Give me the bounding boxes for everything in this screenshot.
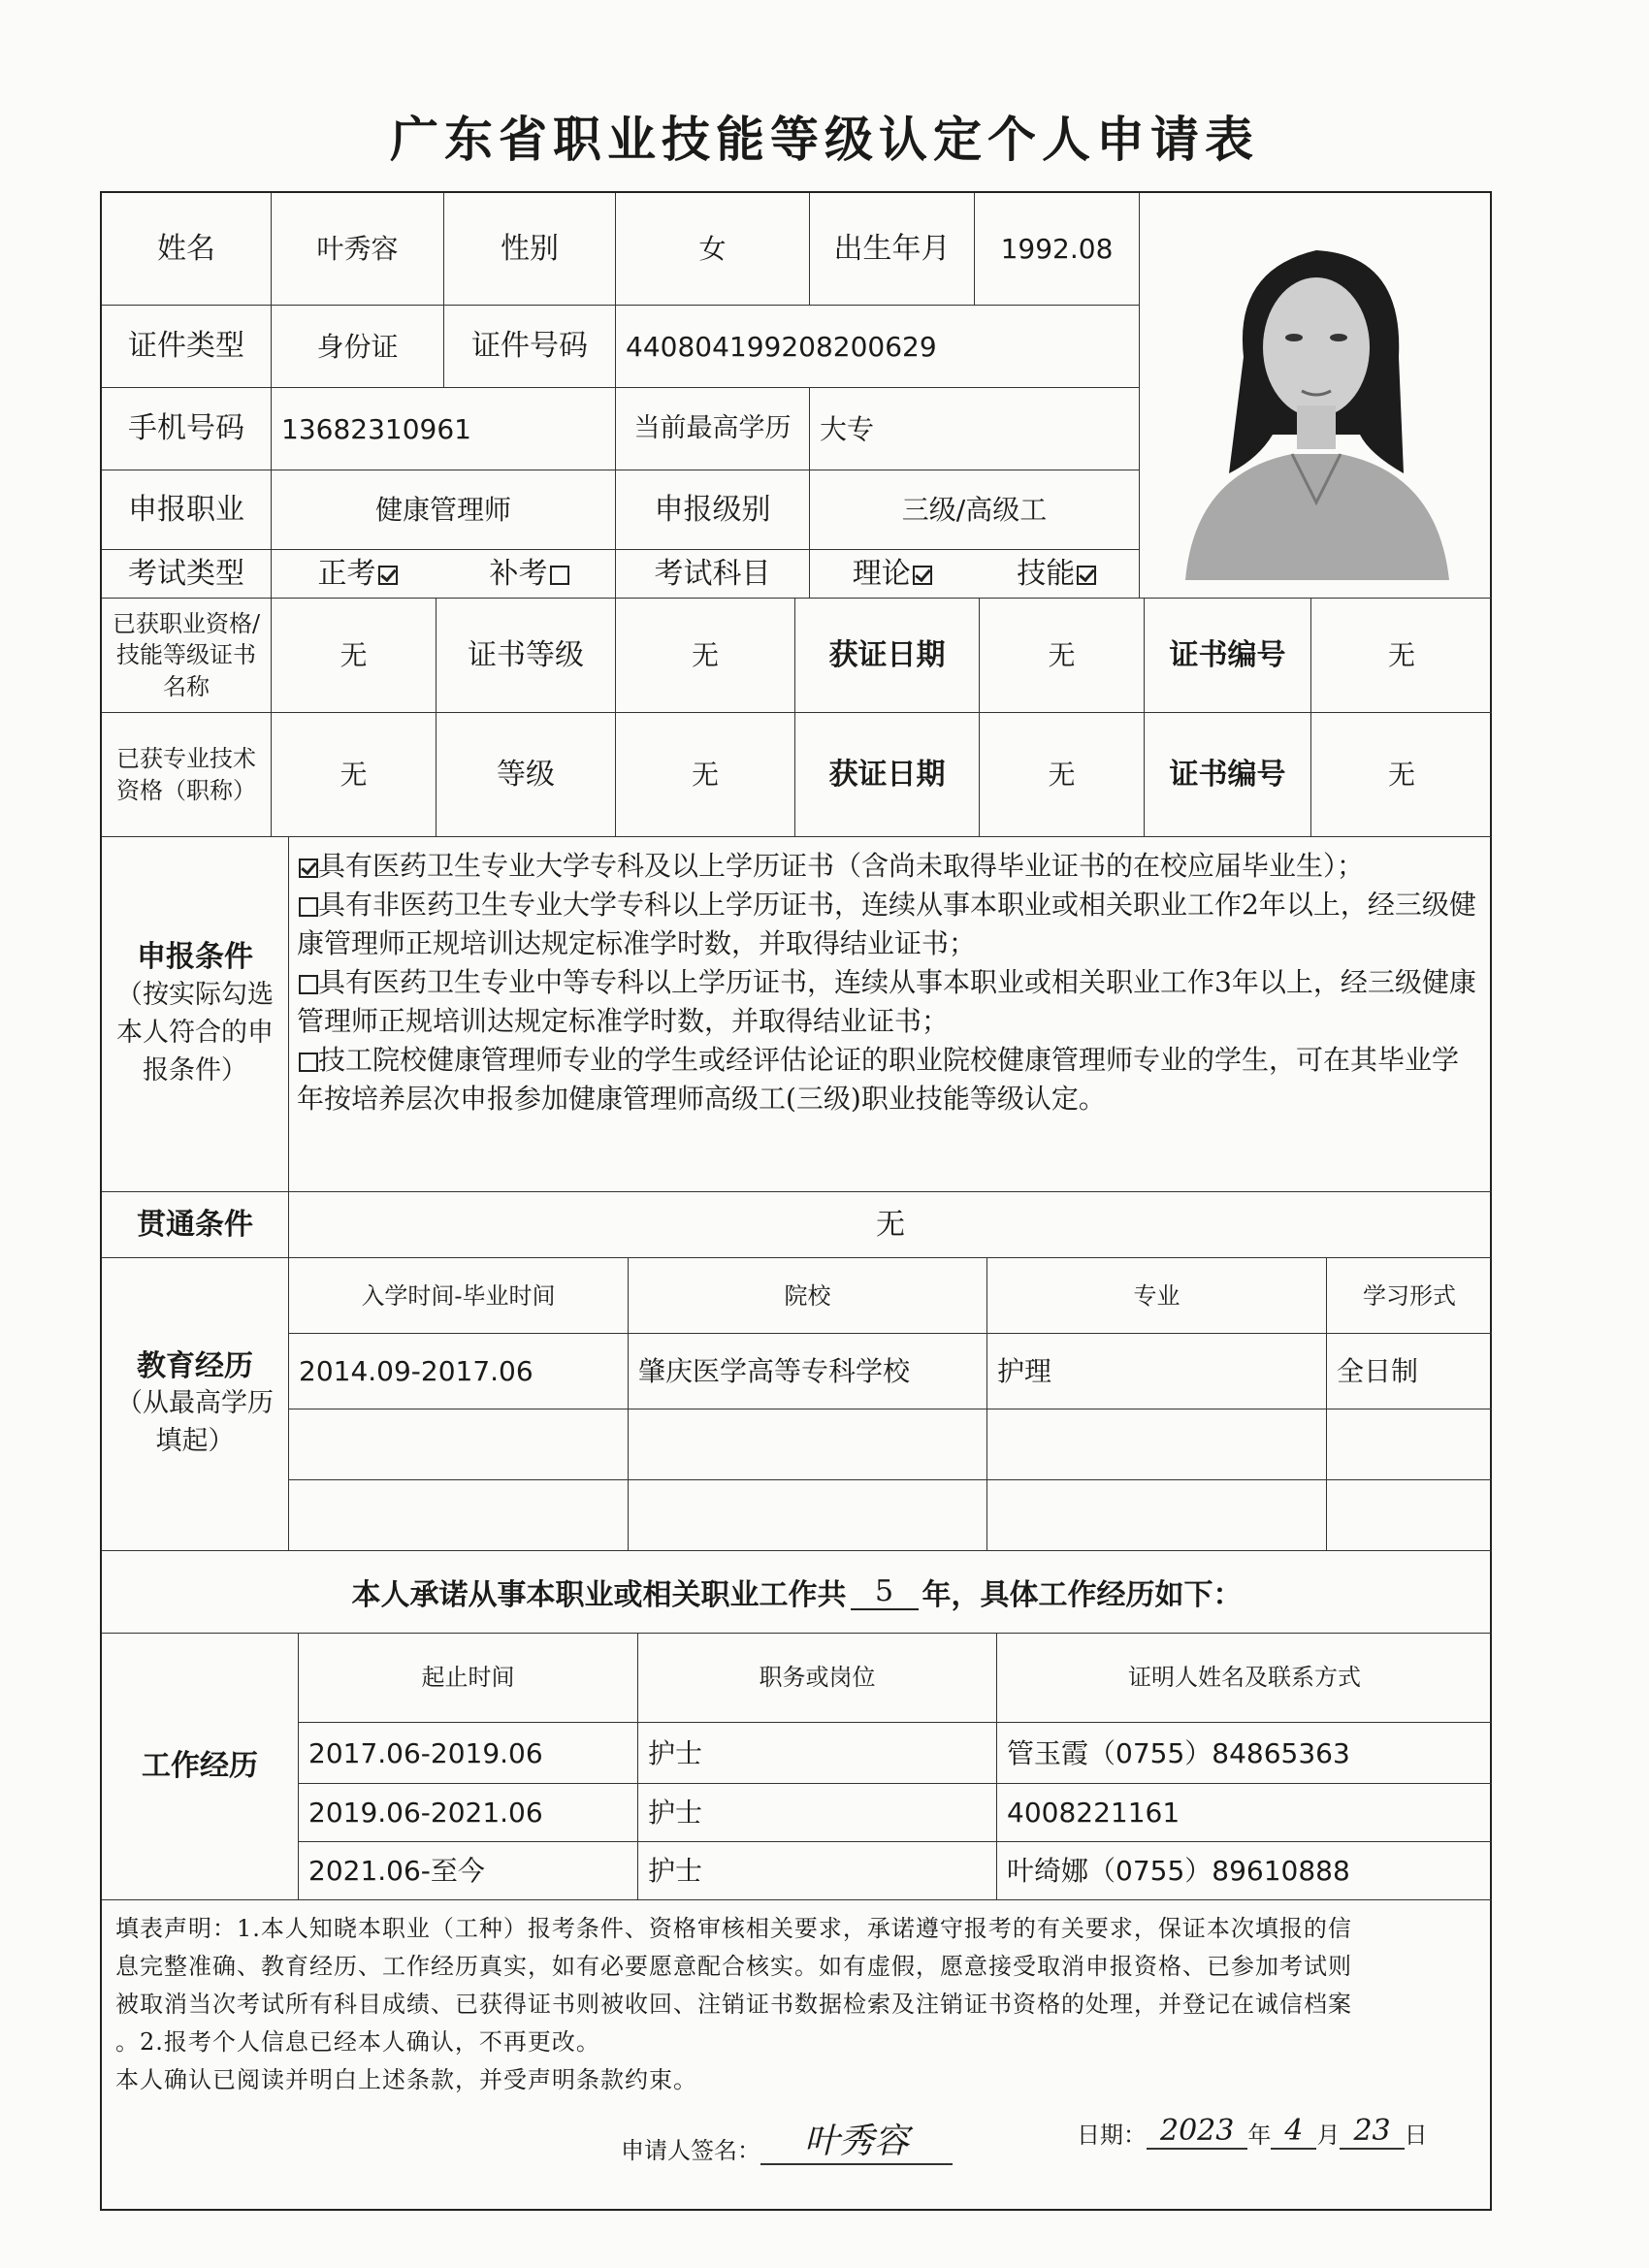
work-row-3-period: 2021.06-至今 (299, 1842, 638, 1900)
edu-row-2-period (289, 1409, 629, 1480)
applicant-photo (1140, 193, 1492, 599)
date-day[interactable]: 23 (1340, 2114, 1404, 2150)
date-year-unit: 年 (1247, 2122, 1272, 2149)
declaration-line-4: 。2.报考个人信息已经本人确认，不再更改。 (115, 2028, 600, 2056)
label-work-history: 工作经历 (102, 1633, 299, 1900)
date-year[interactable]: 2023 (1147, 2114, 1247, 2150)
edu-row-2-mode (1327, 1409, 1492, 1480)
label-conditions: 申报条件 (137, 940, 253, 975)
value-id-no: 440804199208200629 (616, 306, 1140, 388)
value-gender: 女 (616, 193, 810, 306)
label-cert1: 已获职业资格/技能等级证书名称 (102, 599, 272, 713)
declaration-line-1: 填表声明：1.本人知晓本职业（工种）报考条件、资格审核相关要求，承诺遵守报考的有关要求，保证本次填报的信 (115, 1915, 1352, 1942)
date-month[interactable]: 4 (1271, 2114, 1316, 2150)
label-exam-type: 考试类型 (102, 550, 272, 599)
label-cert-no-2: 证书编号 (1145, 713, 1311, 837)
edu-label-cell (102, 1258, 289, 1551)
option-theory-label: 理论 (852, 556, 911, 591)
value-occupation: 健康管理师 (272, 470, 616, 550)
value-name: 叶秀容 (272, 193, 444, 306)
label-id-type: 证件类型 (102, 306, 272, 388)
edu-row-3-school (629, 1480, 987, 1551)
portrait-icon (1176, 211, 1457, 580)
edu-header-period: 入学时间-毕业时间 (289, 1258, 629, 1334)
value-id-type: 身份证 (272, 306, 444, 388)
value-cert1-no: 无 (1311, 599, 1492, 713)
condition-1[interactable] (297, 847, 1482, 886)
option-makeup[interactable] (490, 556, 569, 593)
edu-row-1-major: 护理 (987, 1334, 1327, 1409)
label-cert-no-1: 证书编号 (1145, 599, 1311, 713)
label-level: 申报级别 (616, 470, 810, 550)
option-makeup-label: 补考 (489, 556, 548, 591)
label-id-no: 证件号码 (444, 306, 616, 388)
label-name: 姓名 (102, 193, 272, 306)
edu-row-3-mode (1327, 1480, 1492, 1551)
exam-type-options (272, 550, 616, 599)
edu-header-major: 专业 (987, 1258, 1327, 1334)
signature-label: 申请人签名： (621, 2137, 760, 2164)
value-cert2-date: 无 (980, 713, 1145, 837)
work-row-2-position: 护士 (638, 1784, 997, 1842)
promise-after: 年，具体工作经历如下： (922, 1578, 1243, 1612)
declaration-line-2: 息完整准确、教育经历、工作经历真实，如有必要愿意配合核实。如有虚假，愿意接受取消申报资格、已参加考试则 (115, 1953, 1352, 1980)
option-regular-label: 正考 (317, 556, 376, 591)
value-cert2-name: 无 (272, 713, 436, 837)
label-obtain-date-1: 获证日期 (795, 599, 980, 713)
edu-row-3-period (289, 1480, 629, 1551)
label-birth: 出生年月 (810, 193, 975, 306)
condition-3[interactable] (297, 963, 1482, 1041)
work-row-1-period: 2017.06-2019.06 (299, 1723, 638, 1784)
promise-years: 5 (851, 1574, 919, 1610)
value-cert1-date: 无 (980, 599, 1145, 713)
edu-row-1-school: 肇庆医学高等专科学校 (629, 1334, 987, 1409)
option-regular[interactable] (318, 556, 398, 593)
value-level: 三级/高级工 (810, 470, 1140, 550)
makeup-checkbox[interactable] (550, 566, 569, 585)
condition-3-text: 具有医药卫生专业中等专科以上学历证书，连续从事本职业或相关职业工作3年以上，经三级健康管理师正规培训达规定标准学时数，并取得结业证书； (297, 966, 1476, 1037)
value-cert1-name: 无 (272, 599, 436, 713)
condition-4[interactable] (297, 1041, 1482, 1118)
regular-checkbox[interactable] (378, 566, 398, 585)
date-day-unit: 日 (1404, 2122, 1428, 2149)
work-header-position: 职务或岗位 (638, 1633, 997, 1723)
label-obtain-date-2: 获证日期 (795, 713, 980, 837)
declaration-line-5: 本人确认已阅读并明白上述条款，并受声明条款约束。 (115, 2066, 697, 2093)
work-promise (102, 1551, 1492, 1634)
work-row-1-referee: 管玉霞（0755）84865363 (997, 1723, 1492, 1784)
value-birth: 1992.08 (975, 193, 1140, 306)
date-block (1077, 2114, 1428, 2150)
condition-2-checkbox[interactable] (299, 897, 318, 917)
label-cert2: 已获专业技术资格（职称） (102, 713, 272, 837)
edu-row-3-major (987, 1480, 1327, 1551)
edu-row-1-period: 2014.09-2017.06 (289, 1334, 629, 1409)
date-month-unit: 月 (1316, 2122, 1341, 2149)
option-skill-label: 技能 (1017, 556, 1076, 591)
work-row-2-referee: 4008221161 (997, 1784, 1492, 1842)
declaration-line-3: 被取消当次考试所有科目成绩、已获得证书则被收回、注销证书数据检索及注销证书资格的处理，并登记在诚信档案 (115, 1991, 1352, 2018)
label-education: 当前最高学历 (616, 388, 810, 470)
label-through: 贯通条件 (102, 1192, 289, 1258)
value-cert1-level: 无 (616, 599, 795, 713)
work-row-3-referee: 叶绮娜（0755）89610888 (997, 1842, 1492, 1900)
promise-before: 本人承诺从事本职业或相关职业工作共 (351, 1578, 847, 1612)
work-row-1-position: 护士 (638, 1723, 997, 1784)
condition-2[interactable] (297, 886, 1482, 963)
option-theory[interactable] (853, 556, 932, 593)
edu-header-school: 院校 (629, 1258, 987, 1334)
value-cert2-level: 无 (616, 713, 795, 837)
edu-header-mode: 学习形式 (1327, 1258, 1492, 1334)
edu-row-2-school (629, 1409, 987, 1480)
label-cert-level: 证书等级 (436, 599, 616, 713)
work-header-period: 起止时间 (299, 1633, 638, 1723)
condition-1-text: 具有医药卫生专业大学专科及以上学历证书（含尚未取得毕业证书的在校应届毕业生）； (318, 850, 1365, 882)
label-grade: 等级 (436, 713, 616, 837)
label-exam-subject: 考试科目 (616, 550, 810, 599)
label-phone: 手机号码 (102, 388, 272, 470)
form-title: 广东省职业技能等级认定个人申请表 (390, 111, 1259, 168)
condition-2-text: 具有非医药卫生专业大学专科以上学历证书，连续从事本职业或相关职业工作2年以上，经三级健康管理师正规培训达规定标准学时数，并取得结业证书； (297, 889, 1476, 959)
exam-subject-options (810, 550, 1140, 599)
value-cert2-no: 无 (1311, 713, 1492, 837)
label-edu-note: （从最高学历填起） (116, 1388, 274, 1457)
value-phone: 13682310961 (272, 388, 616, 470)
label-occupation: 申报职业 (102, 470, 272, 550)
application-form (100, 191, 1492, 2211)
edu-row-1-mode: 全日制 (1327, 1334, 1492, 1409)
work-row-3-position: 护士 (638, 1842, 997, 1900)
date-label: 日期： (1077, 2122, 1147, 2149)
condition-4-checkbox[interactable] (299, 1053, 318, 1072)
declaration (115, 1910, 1478, 2099)
work-header-referee: 证明人姓名及联系方式 (997, 1633, 1492, 1723)
value-education: 大专 (810, 388, 1140, 470)
edu-row-2-major (987, 1409, 1327, 1480)
conditions-list (289, 837, 1492, 1192)
conditions-label-cell (102, 837, 289, 1192)
label-edu-history: 教育经历 (137, 1348, 253, 1383)
condition-4-text: 技工院校健康管理师专业的学生或经评估论证的职业院校健康管理师专业的学生，可在其毕业学年按培养层次申报参加健康管理师高级工(三级)职业技能等级认定。 (297, 1044, 1460, 1115)
signature-handwriting[interactable]: 叶秀容 (760, 2114, 953, 2165)
skill-checkbox[interactable] (1077, 566, 1096, 585)
condition-1-checkbox[interactable] (299, 859, 318, 878)
condition-3-checkbox[interactable] (299, 975, 318, 994)
theory-checkbox[interactable] (913, 566, 932, 585)
value-through: 无 (289, 1192, 1492, 1258)
label-gender: 性别 (444, 193, 616, 306)
signature-block (621, 2114, 953, 2165)
work-row-2-period: 2019.06-2021.06 (299, 1784, 638, 1842)
option-skill[interactable] (1017, 556, 1096, 593)
label-conditions-note: （按实际勾选本人符合的申报条件） (116, 979, 274, 1085)
